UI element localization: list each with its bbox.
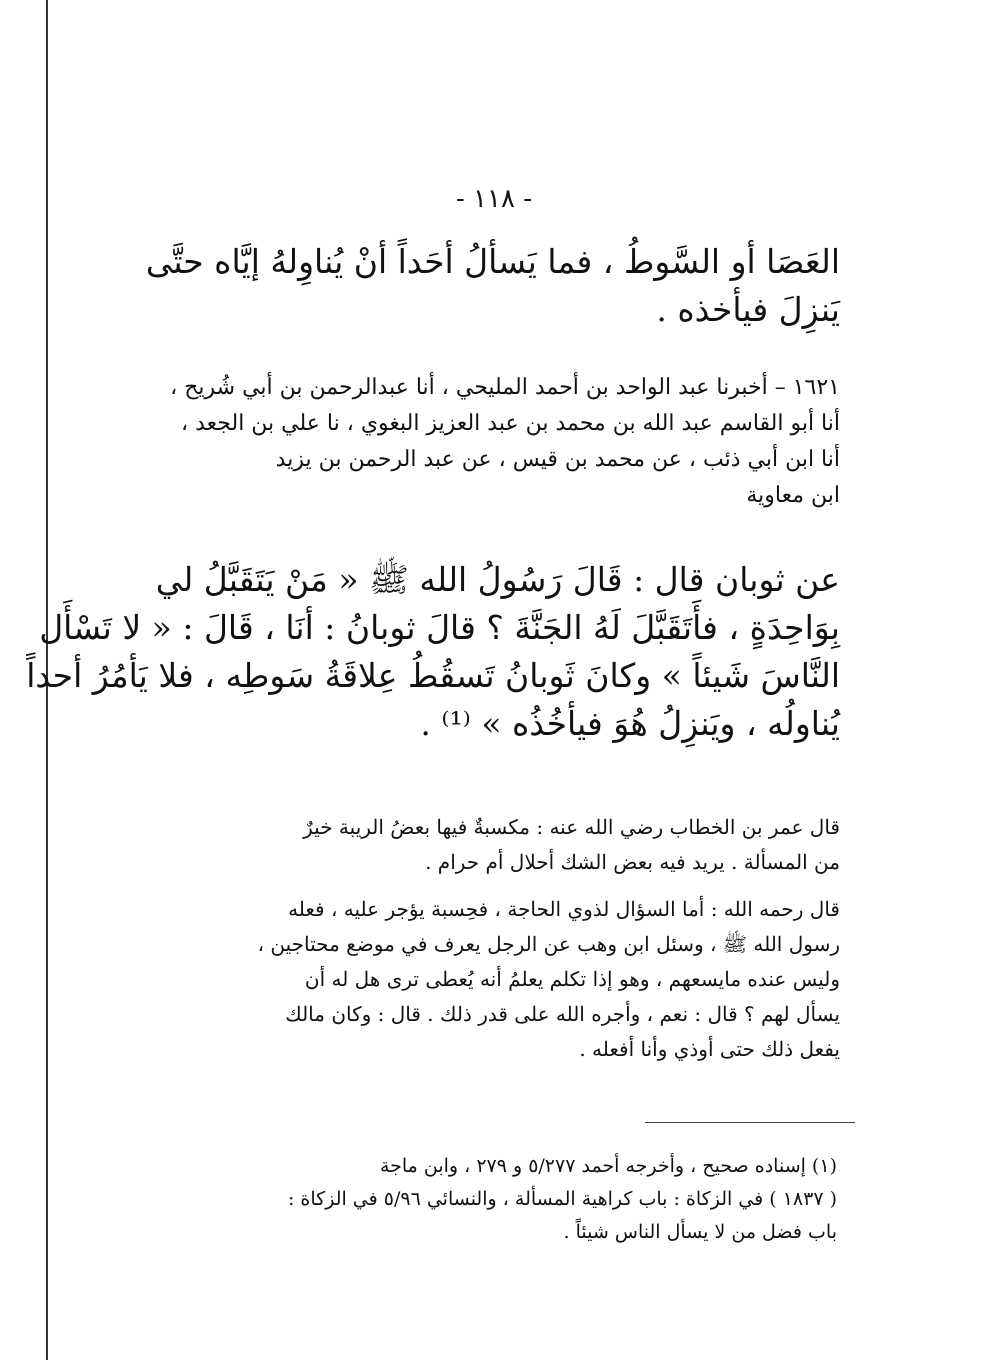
hadith-text [26,556,840,748]
text-line: العَصَا أو السَّوطُ ، فما يَسألُ أحَداً أنْ يُناوِلهُ إيَّاه حتَّى [145,242,840,281]
text-line: يَنزِلَ فيأخذه . [656,290,840,329]
isnad-line: أنا أبو القاسم عبد الله بن محمد بن عبد العزيز البغوي ، نا علي بن الجعد ، [181,411,840,436]
hadith-line: يُناولُه ، ويَنزِلُ هُوَ فيأخُذُه » ⁽¹⁾ . [420,704,840,743]
commentary-line: من المسألة . يريد فيه بعض الشك أحلال أم حرام . [425,850,840,874]
commentary-umar [190,810,840,880]
footnote-line: باب فضل من لا يسأل الناس شيئاً . [563,1221,837,1243]
commentary-author [190,892,840,1067]
hadith-line: بِوَاحِدَةٍ ، فأَتَقَبَّلَ لَهُ الجَنَّةَ ؟ قالَ ثوبانُ : أنَا ، قَالَ : « لا تَسْأَل [39,608,840,647]
commentary-line: يسأل لهم ؟ قال : نعم ، وأجره الله على قدر ذلك . قال : وكان مالك [285,1002,840,1026]
isnad-line: ابن معاوية [746,483,840,508]
isnad-line: ١٦٢١ – أخبرنا عبد الواحد بن أحمد المليحي ، أنا عبدالرحمن بن أبي شُريح ، [170,375,840,400]
footnote-separator [645,1122,855,1123]
footnotes [212,1150,837,1249]
commentary-line: يفعل ذلك حتى أوذي وأنا أفعله . [579,1037,840,1061]
hadith-isnad [170,370,840,514]
hadith-line: عن ثوبان قال : قَالَ رَسُولُ الله ﷺ « مَنْ يَتَقَبَّلُ لي [155,560,840,599]
isnad-line: أنا ابن أبي ذئب ، عن محمد بن قيس ، عن عبد الرحمن بن يزيد [275,447,840,472]
hadith-line: النَّاسَ شَيئاً » وكانَ ثَوبانُ تَسقُطُ عِلاقَةُ سَوطِه ، فلا يَأمُرُ أحداً [26,656,840,695]
footnote-line: ( ١٨٣٧ ) في الزكاة : باب كراهية المسألة ، والنسائي ٥/٩٦ في الزكاة : [287,1188,837,1210]
footnote-line: (١) إسناده صحيح ، وأخرجه أحمد ٥/٢٧٧ و ٢٧٩ ، وابن ماجة [379,1155,837,1177]
commentary-line: رسول الله ﷺ ، وسئل ابن وهب عن الرجل يعرف في موضع محتاجين ، [257,932,840,956]
commentary-line: قال رحمه الله : أما السؤال لذوي الحاجة ، فحِسبة يؤجر عليه ، فعله [288,897,840,921]
commentary-line: وليس عنده مايسعهم ، وهو إذا تكلم يعلمُ أنه يُعطى ترى هل له أن [304,967,840,991]
paragraph-main-text [145,238,840,334]
page-number: - ١١٨ - [455,184,533,214]
commentary-line: قال عمر بن الخطاب رضي الله عنه : مكسبةٌ فيها بعضُ الريبة خيرٌ [303,815,840,839]
